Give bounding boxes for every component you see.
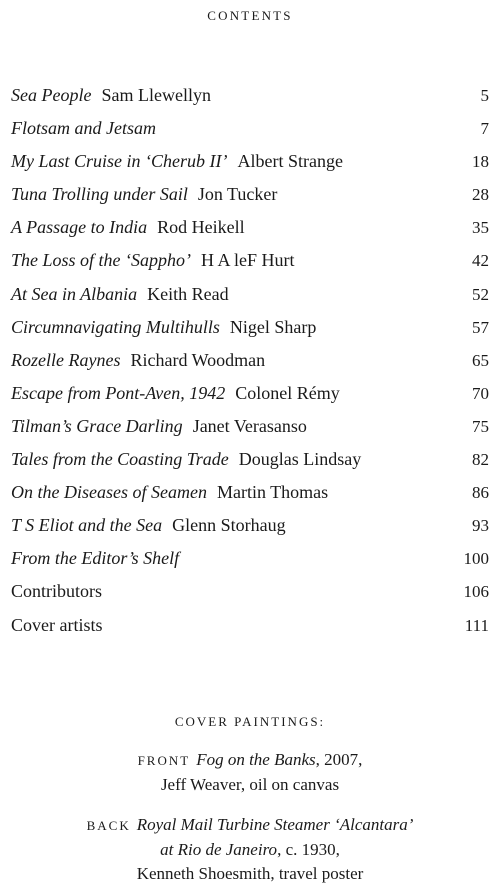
entry-title: Tuna Trolling under Sail <box>11 184 188 205</box>
entry-author: H A leF Hurt <box>201 250 295 271</box>
entry-page-number: 7 <box>480 119 489 139</box>
entry-page-number: 57 <box>472 317 489 337</box>
entry-page-number: 35 <box>472 218 489 238</box>
entry-page-number: 86 <box>472 483 489 503</box>
toc-entry <box>11 145 489 178</box>
front-artist-line: Jeff Weaver, oil on canvas <box>160 775 340 794</box>
back-artist-line: Kenneth Shoesmith, travel poster <box>136 864 364 883</box>
toc-entry <box>11 377 489 410</box>
entry-title: Sea People <box>11 85 92 105</box>
entry-page-number: 106 <box>463 582 489 602</box>
entry-title: Escape from Pont-Aven, 1942 <box>11 382 226 403</box>
toc-entry <box>11 79 489 112</box>
entry-page-number: 111 <box>464 615 489 635</box>
back-painting-date: , c. 1930, <box>277 840 340 859</box>
toc-entry <box>11 278 489 311</box>
entry-title: Tales from the Coasting Trade <box>11 449 229 470</box>
front-cover-credit <box>0 748 500 797</box>
contents-heading: CONTENTS <box>207 8 293 23</box>
entry-author: Douglas Lindsay <box>238 449 362 470</box>
entry-page-number: 93 <box>472 516 489 536</box>
entry-author: Sam Llewellyn <box>101 85 211 105</box>
entry-title: My Last Cruise in ‘Cherub II’ <box>11 151 228 172</box>
entry-author: Richard Woodman <box>130 349 266 370</box>
toc-entry <box>11 476 489 509</box>
entry-page-number: 18 <box>472 152 489 172</box>
entry-author: Glenn Storhaug <box>172 515 286 536</box>
back-painting-location: at Rio de Janeiro <box>160 840 278 859</box>
back-cover-line-1 <box>0 813 500 838</box>
front-cover-line-1 <box>0 748 500 773</box>
entry-author: Rod Heikell <box>157 217 245 238</box>
back-cover-credit <box>0 813 500 886</box>
toc-entry <box>11 542 489 575</box>
toc-entry <box>11 344 489 377</box>
entry-title: Circumnavigating Multihulls <box>11 316 220 337</box>
toc-entry <box>11 509 489 542</box>
entry-title: T S Eliot and the Sea <box>11 515 163 536</box>
entry-author: Keith Read <box>147 283 229 304</box>
entry-title: Contributors <box>11 581 103 602</box>
entry-page-number: 65 <box>472 350 489 370</box>
entry-title: A Passage to India <box>11 217 148 238</box>
entry-title: From the Editor’s Shelf <box>11 548 180 569</box>
toc-entry <box>11 410 489 443</box>
entry-page-number: 70 <box>472 383 489 403</box>
entry-author: Jon Tucker <box>197 184 278 205</box>
toc-entry <box>11 311 489 344</box>
entry-title: Rozelle Raynes <box>11 349 121 370</box>
toc-entry <box>11 609 489 642</box>
entry-author: Janet Verasanso <box>192 415 307 436</box>
table-of-contents <box>11 79 489 642</box>
back-cover-line-2 <box>0 838 500 862</box>
back-painting-title: Royal Mail Turbine Steamer ‘Alcantara’ <box>136 815 414 834</box>
entry-title: On the Diseases of Seamen <box>11 482 207 503</box>
entry-author: Martin Thomas <box>216 482 329 503</box>
entry-title: Tilman’s Grace Darling <box>11 415 183 436</box>
toc-entry <box>11 244 489 277</box>
front-painting-title: Fog on the Banks <box>196 750 316 769</box>
front-painting-year: , 2007, <box>315 750 363 769</box>
entry-author: Albert Strange <box>237 151 343 172</box>
entry-title: Flotsam and Jetsam <box>11 118 156 139</box>
toc-entry <box>11 178 489 211</box>
entry-author: Nigel Sharp <box>229 316 317 337</box>
toc-entry <box>11 443 489 476</box>
entry-page-number: 5 <box>480 86 489 105</box>
entry-page-number: 28 <box>472 185 489 205</box>
toc-entry <box>11 575 489 608</box>
entry-title: The Loss of the ‘Sappho’ <box>11 250 191 271</box>
toc-entry <box>11 112 489 145</box>
entry-page-number: 100 <box>463 549 489 569</box>
toc-entry <box>11 211 489 244</box>
cover-paintings-heading: COVER PAINTINGS: <box>174 714 326 729</box>
entry-page-number: 82 <box>472 450 489 470</box>
entry-page-number: 75 <box>472 416 489 436</box>
entry-page-number: 52 <box>472 284 489 304</box>
entry-page-number: 42 <box>472 251 489 271</box>
front-label: FRONT <box>137 753 191 768</box>
back-label: BACK <box>86 818 131 833</box>
entry-author: Colonel Rémy <box>235 382 340 403</box>
entry-title: At Sea in Albania <box>11 283 138 304</box>
entry-title: Cover artists <box>11 614 103 635</box>
